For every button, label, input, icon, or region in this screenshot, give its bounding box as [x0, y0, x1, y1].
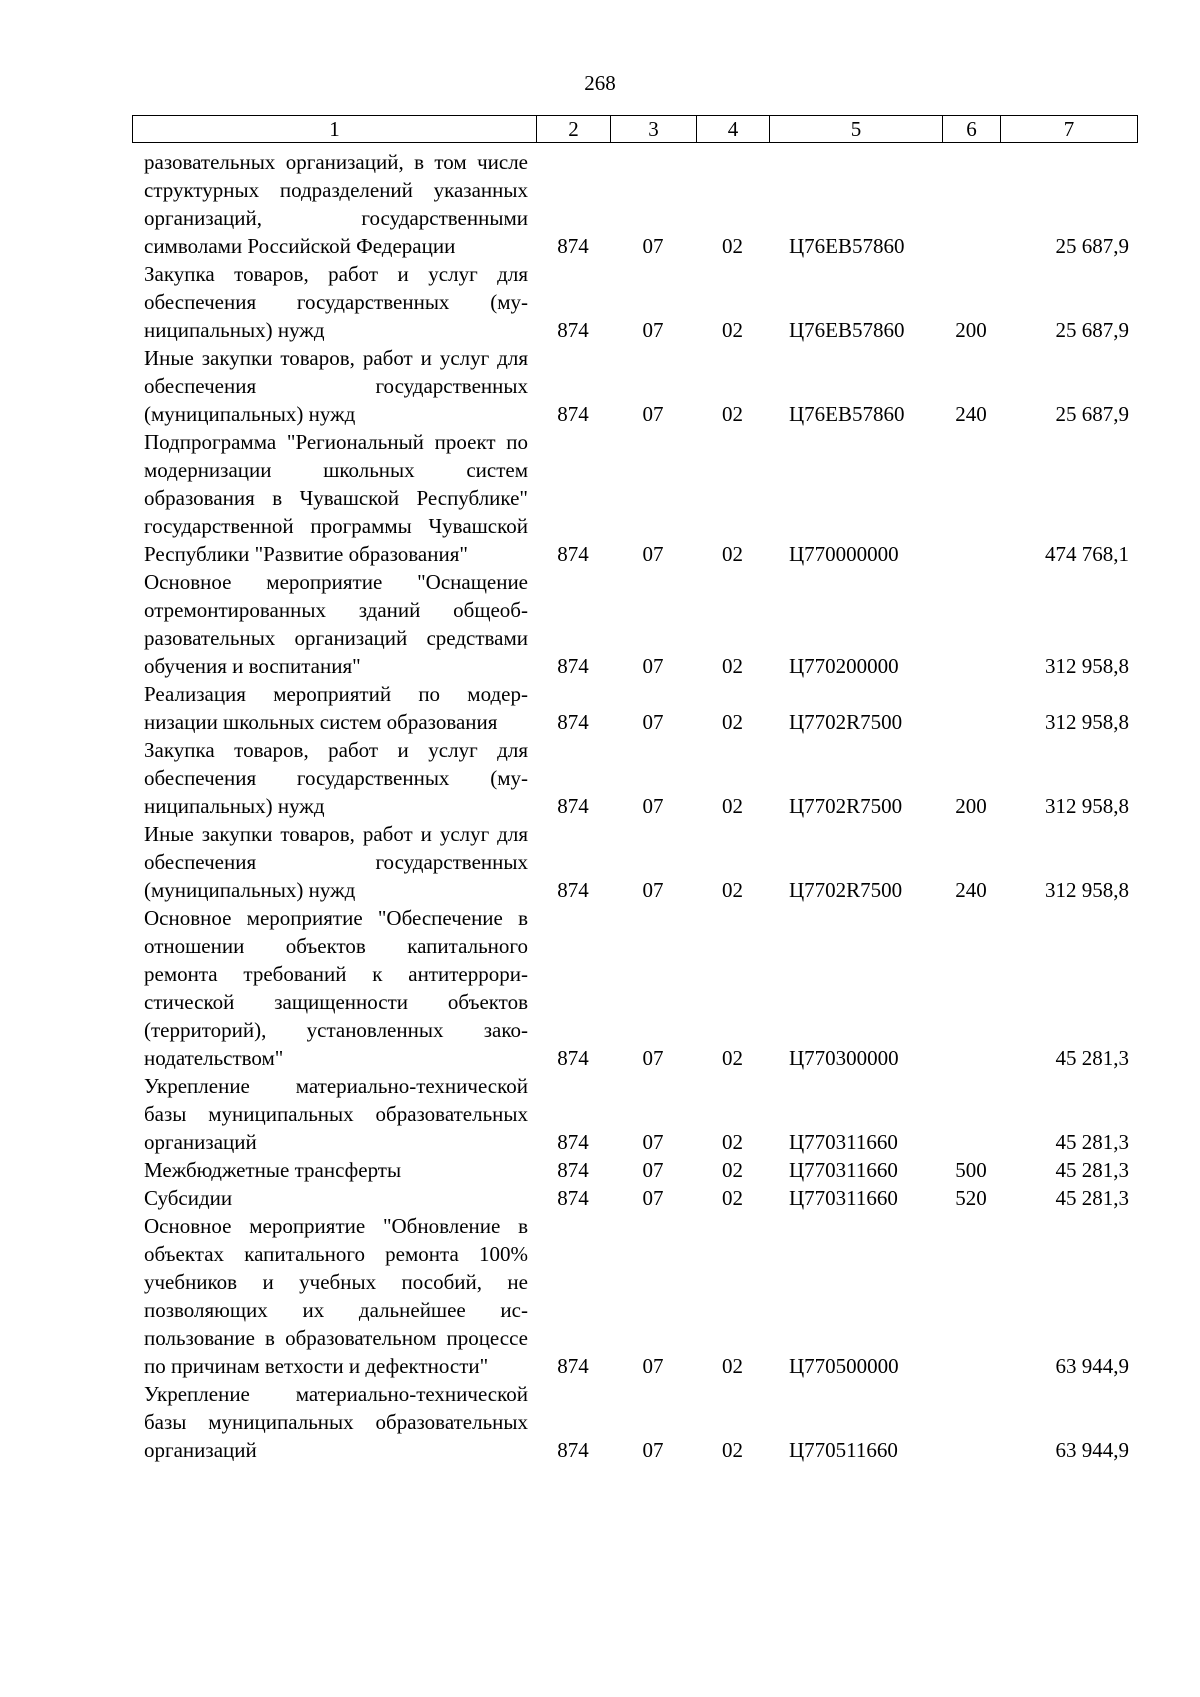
budget-table-body — [132, 148, 1137, 1464]
column-header-4: 4 — [697, 116, 770, 143]
row-section-code: 07 — [642, 710, 664, 734]
row-expense-type: 500 — [955, 1158, 987, 1182]
table-row — [132, 344, 1137, 428]
row-subsection-code: 02 — [722, 1130, 743, 1154]
row-section-code: 07 — [642, 878, 664, 902]
row-target-article: Ц7702R7500 — [789, 710, 903, 734]
row-description: Закупка товаров, работ и услуг для обеспечения государственных (муниципальных) нужд — [144, 738, 528, 818]
row-subsection-code: 02 — [722, 1438, 743, 1462]
row-description: Иные закупки товаров, работ и услуг для обеспечения государственных (муниципальных) нужд — [144, 822, 528, 902]
table-row — [132, 736, 1137, 820]
column-header-row — [133, 116, 1138, 143]
row-amount: 45 281,3 — [1055, 1158, 1129, 1182]
row-amount: 474 768,1 — [1045, 542, 1129, 566]
column-header-table — [132, 115, 1138, 143]
row-expense-type: 240 — [955, 402, 987, 426]
row-expense-type — [942, 904, 1000, 1072]
row-subsection-code: 02 — [722, 1046, 743, 1070]
row-target-article: Ц770511660 — [789, 1438, 898, 1462]
row-amount: 25 687,9 — [1055, 234, 1129, 258]
row-subsection-code: 02 — [722, 318, 743, 342]
row-section-code: 07 — [642, 402, 664, 426]
row-target-article: Ц770311660 — [789, 1130, 898, 1154]
row-description: Закупка товаров, работ и услуг для обеспечения государственных (муниципальных) нужд — [144, 262, 528, 342]
table-row — [132, 904, 1137, 1072]
row-subsection-code: 02 — [722, 234, 743, 258]
row-target-article: Ц76ЕВ57860 — [789, 402, 905, 426]
row-amount: 45 281,3 — [1055, 1046, 1129, 1070]
row-expense-type — [942, 428, 1000, 568]
row-expense-type: 520 — [955, 1186, 987, 1210]
row-subsection-code: 02 — [722, 794, 743, 818]
row-target-article: Ц7702R7500 — [789, 794, 903, 818]
row-ministry-code: 874 — [557, 542, 589, 566]
table-row — [132, 680, 1137, 736]
row-amount: 45 281,3 — [1055, 1130, 1129, 1154]
row-amount: 25 687,9 — [1055, 402, 1129, 426]
table-row — [132, 148, 1137, 260]
row-description: Основное мероприятие "Обеспечение в отношении объектов капитального ремонта требований к антитеррористической защищенности объектов (территорий), установленных законодательством" — [144, 906, 528, 1070]
table-row — [132, 260, 1137, 344]
row-ministry-code: 874 — [557, 1186, 589, 1210]
row-amount: 312 958,8 — [1045, 794, 1129, 818]
table-row — [132, 568, 1137, 680]
row-amount: 312 958,8 — [1045, 654, 1129, 678]
row-description: Укрепление материально-технической базы муниципальных образовательных организаций — [144, 1382, 528, 1462]
row-description: Подпрограмма "Региональный проект по модернизации школьных систем образования в Чувашской Республике" государственной программы Чувашской Республики "Развитие образования" — [144, 430, 528, 566]
row-ministry-code: 874 — [557, 1046, 589, 1070]
row-description: разовательных организаций, в том числе структурных подразделений указанных организаций, государственными символами Российской Федерации — [144, 150, 528, 258]
column-header-3: 3 — [611, 116, 697, 143]
table-row — [132, 820, 1137, 904]
row-target-article: Ц770200000 — [789, 654, 899, 678]
row-subsection-code: 02 — [722, 402, 743, 426]
column-header-7: 7 — [1001, 116, 1138, 143]
row-subsection-code: 02 — [722, 710, 743, 734]
row-amount: 63 944,9 — [1055, 1354, 1129, 1378]
column-header-6: 6 — [943, 116, 1001, 143]
row-description: Укрепление материально-технической базы муниципальных образовательных организаций — [144, 1074, 528, 1154]
table-row — [132, 1072, 1137, 1156]
row-target-article: Ц7702R7500 — [789, 878, 903, 902]
row-ministry-code: 874 — [557, 318, 589, 342]
row-description: Основное мероприятие "Оснащение отремонтированных зданий общеобразовательных организаций средствами обучения и воспитания" — [144, 570, 528, 678]
row-target-article: Ц76ЕВ57860 — [789, 318, 905, 342]
row-target-article: Ц770311660 — [789, 1158, 898, 1182]
row-description: Иные закупки товаров, работ и услуг для обеспечения государственных (муниципальных) нужд — [144, 346, 528, 426]
row-section-code: 07 — [642, 1046, 664, 1070]
row-ministry-code: 874 — [557, 1130, 589, 1154]
row-target-article: Ц770311660 — [789, 1186, 898, 1210]
row-ministry-code: 874 — [557, 402, 589, 426]
row-subsection-code: 02 — [722, 878, 743, 902]
row-target-article: Ц770300000 — [789, 1046, 899, 1070]
table-row — [132, 1212, 1137, 1380]
budget-table — [132, 148, 1137, 1464]
row-subsection-code: 02 — [722, 1354, 743, 1378]
row-section-code: 07 — [642, 794, 664, 818]
row-expense-type — [942, 1380, 1000, 1464]
row-expense-type: 200 — [955, 318, 987, 342]
column-header-1: 1 — [133, 116, 537, 143]
row-target-article: Ц76ЕВ57860 — [789, 234, 905, 258]
row-section-code: 07 — [642, 1158, 664, 1182]
row-amount: 312 958,8 — [1045, 878, 1129, 902]
row-section-code: 07 — [642, 542, 664, 566]
row-expense-type — [942, 1212, 1000, 1380]
table-row — [132, 428, 1137, 568]
row-section-code: 07 — [642, 1186, 664, 1210]
row-description: Субсидии — [144, 1186, 233, 1210]
row-description: Реализация мероприятий по модернизации школьных систем образования — [144, 682, 528, 734]
row-ministry-code: 874 — [557, 1354, 589, 1378]
row-expense-type — [942, 148, 1000, 260]
row-section-code: 07 — [642, 234, 664, 258]
row-target-article: Ц770500000 — [789, 1354, 899, 1378]
row-subsection-code: 02 — [722, 654, 743, 678]
row-section-code: 07 — [642, 1354, 664, 1378]
table-row — [132, 1380, 1137, 1464]
row-amount: 312 958,8 — [1045, 710, 1129, 734]
page-number: 268 — [584, 71, 616, 95]
row-expense-type: 240 — [955, 878, 987, 902]
row-ministry-code: 874 — [557, 878, 589, 902]
row-expense-type: 200 — [955, 794, 987, 818]
row-amount: 25 687,9 — [1055, 318, 1129, 342]
row-expense-type — [942, 1072, 1000, 1156]
table-row — [132, 1156, 1137, 1184]
row-ministry-code: 874 — [557, 1438, 589, 1462]
row-target-article: Ц770000000 — [789, 542, 899, 566]
row-expense-type — [942, 680, 1000, 736]
row-amount: 63 944,9 — [1055, 1438, 1129, 1462]
row-subsection-code: 02 — [722, 542, 743, 566]
row-subsection-code: 02 — [722, 1186, 743, 1210]
table-row — [132, 1184, 1137, 1212]
row-section-code: 07 — [642, 318, 664, 342]
row-ministry-code: 874 — [557, 654, 589, 678]
row-ministry-code: 874 — [557, 234, 589, 258]
row-subsection-code: 02 — [722, 1158, 743, 1182]
row-section-code: 07 — [642, 1130, 664, 1154]
row-description: Межбюджетные трансферты — [144, 1158, 402, 1182]
row-expense-type — [942, 568, 1000, 680]
column-header-2: 2 — [537, 116, 611, 143]
row-ministry-code: 874 — [557, 710, 589, 734]
row-ministry-code: 874 — [557, 794, 589, 818]
row-ministry-code: 874 — [557, 1158, 589, 1182]
row-description: Основное мероприятие "Обновление в объектах капитального ремонта 100% учебников и учебных пособий, не позволяющих их дальнейшее использование в образовательном процессе по причинам ветхости и дефектности" — [144, 1214, 528, 1378]
row-amount: 45 281,3 — [1055, 1186, 1129, 1210]
row-section-code: 07 — [642, 654, 664, 678]
row-section-code: 07 — [642, 1438, 664, 1462]
column-header-5: 5 — [770, 116, 943, 143]
